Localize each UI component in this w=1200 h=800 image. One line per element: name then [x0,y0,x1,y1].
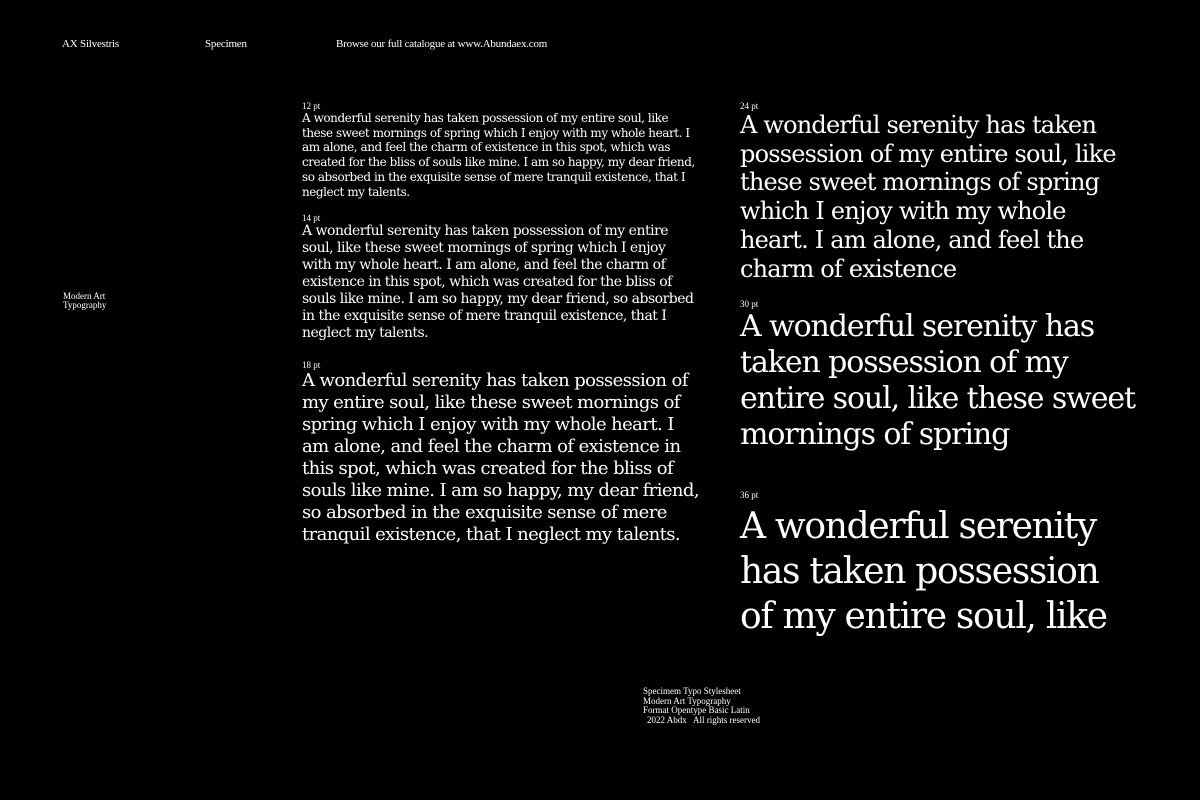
specimen-12pt [302,101,698,199]
sidebar-caption [63,292,106,310]
section-title: Specimen [205,38,247,50]
colophon-line-2: Modern Art Typography [643,695,731,706]
specimen-30pt [740,299,1140,453]
size-label: 24 pt [740,101,759,111]
sample-text: A wonderful serenity has taken possession of my entire soul, like these sweet mornings of spring which I enjoy with my whole heart. I am alone, and feel the charm of existence [740,111,1116,283]
specimen-36pt [740,490,1140,639]
font-name: AX Silvestris [62,38,119,50]
sample-text: A wonderful serenity has taken possession of my entire soul, like [740,506,1107,637]
size-label: 14 pt [302,213,321,223]
sidebar-line-2: Typography [63,300,107,310]
specimen-14pt [302,213,694,342]
size-label: 36 pt [740,490,759,500]
size-label: 30 pt [740,299,759,309]
specimen-24pt [740,101,1140,283]
sample-text: A wonderful serenity has taken possession of my entire soul, like these sweet mornings of spring [740,309,1136,452]
colophon-line-1: Specimem Typo Stylesheet [643,686,741,696]
size-label: 12 pt [302,101,321,111]
specimen-18pt [302,360,702,546]
catalogue-link[interactable]: Browse our full catalogue at www.Abundaex.com [336,38,548,50]
sample-text: A wonderful serenity has taken possession of my entire soul, like these sweet mornings of spring which I enjoy with my whole heart. I am alone, and feel the charm of existence in this spot, which was created for the bliss of souls like mine. I am so happy, my dear friend, so absorbed in the exquisite sense of mere tranquil existence, that I neglect my talents. [302,370,699,545]
sample-text: A wonderful serenity has taken possession of my entire soul, like these sweet mornings of spring which I enjoy with my whole heart. I am alone, and feel the charm of existence in this spot, which was created for the bliss of souls like mine. I am so happy, my dear friend, so absorbed in the exquisite sense of mere tranquil existence, that I neglect my talents. [302,111,695,199]
colophon-line-4: 2022 Abdx All rights reserved [647,714,760,725]
sidebar-line-1: Modern Art [63,291,106,301]
colophon-line-3: Format Opentype Basic Latin [643,705,750,715]
colophon [643,687,760,725]
sample-text: A wonderful serenity has taken possession of my entire soul, like these sweet mornings of spring which I enjoy with my whole heart. I am alone, and feel the charm of existence in this spot, which was created for the bliss of souls like mine. I am so happy, my dear friend, so absorbed in the exquisite sense of mere tranquil existence, that I neglect my talents. [302,223,694,341]
size-label: 18 pt [302,360,321,370]
